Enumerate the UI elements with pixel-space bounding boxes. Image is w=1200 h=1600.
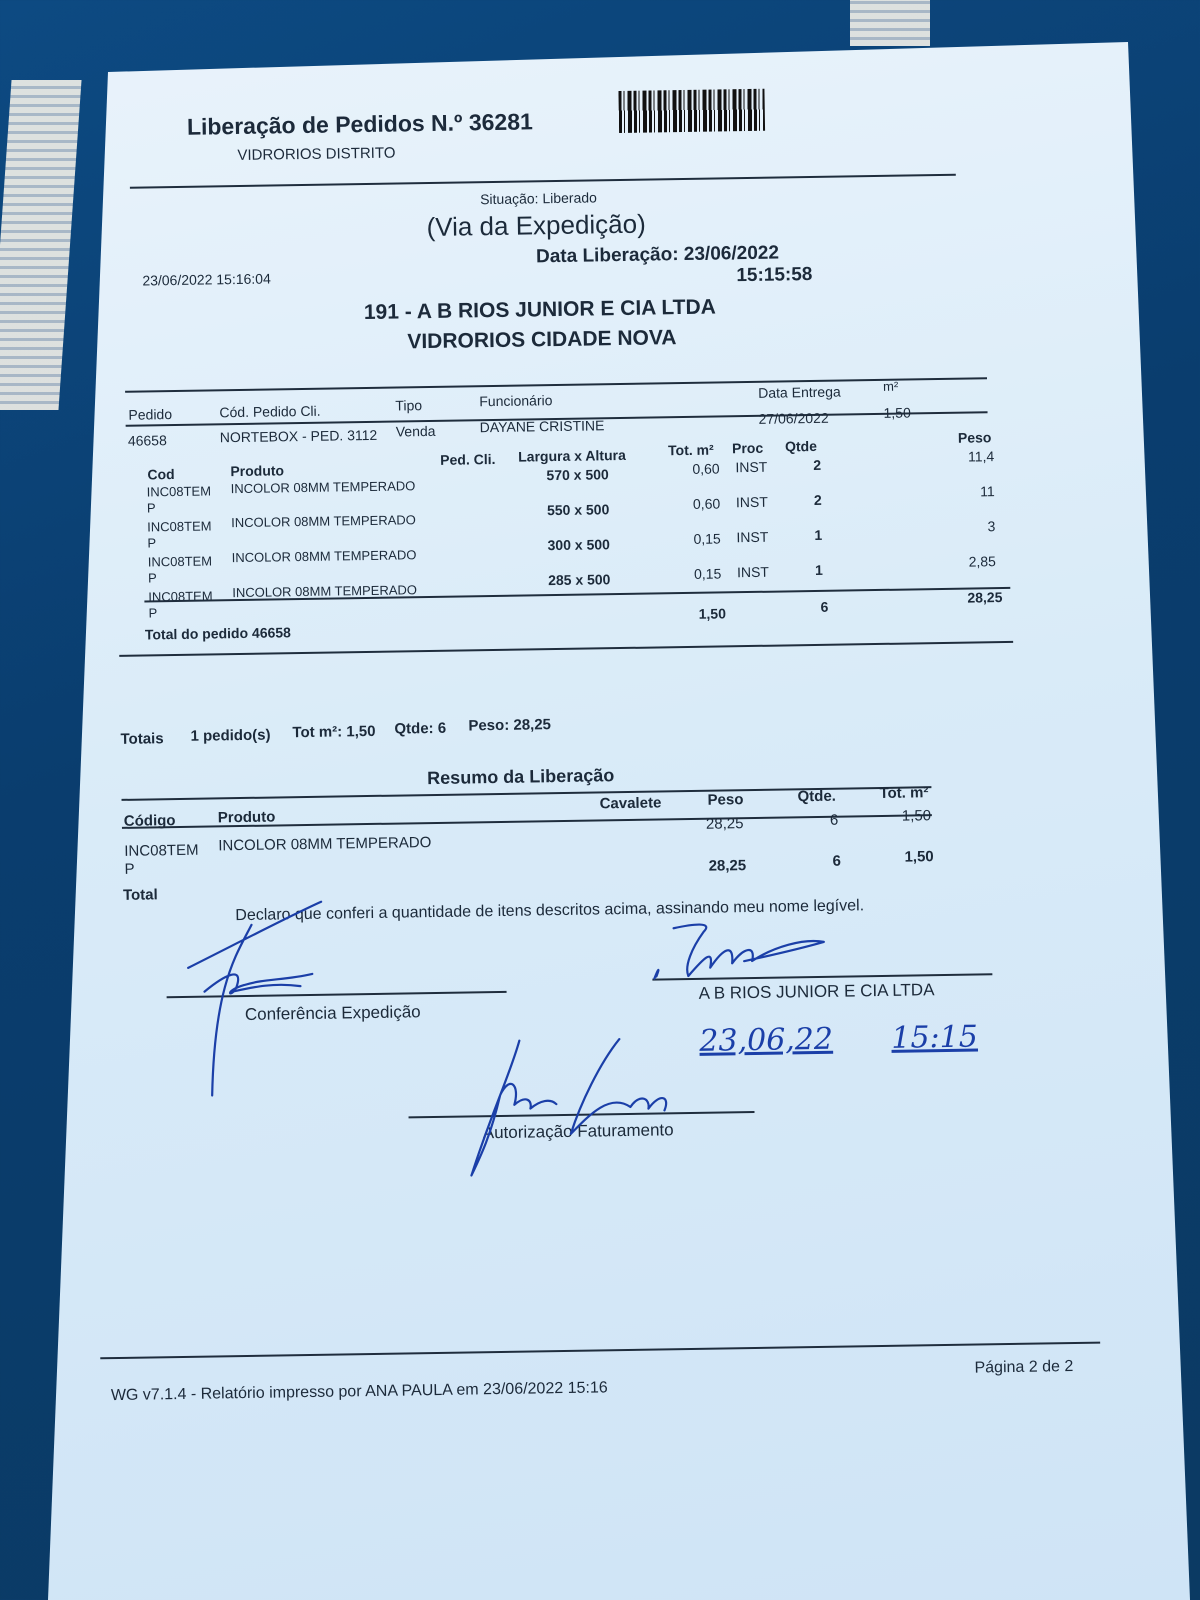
- signature-conferencia: [173, 893, 346, 1116]
- header-m2: m²: [882, 378, 899, 394]
- order-total-qtde: 6: [820, 598, 829, 615]
- items-header-tot-m2: Tot. m²: [667, 441, 714, 459]
- barcode: [618, 89, 765, 133]
- item-produto: INCOLOR 08MM TEMPERADO: [232, 582, 418, 601]
- resumo-total-peso: 28,25: [708, 857, 747, 875]
- resumo-peso: 28,25: [705, 815, 744, 833]
- conferencia-label: Conferência Expedição: [244, 1002, 421, 1024]
- resumo-header-tot-m2: Tot. m²: [879, 784, 929, 802]
- items-header-proc: Proc: [731, 439, 764, 457]
- item-proc: INST: [736, 528, 769, 546]
- tipo: Venda: [395, 422, 436, 440]
- item-peso: 3: [987, 518, 996, 535]
- declaration-text: Declaro que conferi a quantidade de itens descritos acima, assinando meu nome legível.: [235, 897, 865, 925]
- autorizacao-label: Autorização Faturamento: [482, 1120, 674, 1143]
- item-peso: 11: [980, 483, 995, 500]
- issuer-company: VIDRORIOS DISTRITO: [237, 144, 396, 164]
- item-peso: 11,4: [967, 448, 995, 465]
- order-m2: 1,50: [883, 404, 911, 421]
- via-label: (Via da Expedição): [426, 208, 646, 243]
- item-cod-suffix: P: [147, 535, 157, 551]
- totais-peso: Peso: 28,25: [468, 716, 552, 735]
- footer-divider: [100, 1342, 1100, 1360]
- header-tipo: Tipo: [395, 397, 423, 414]
- resumo-tot-m2: 1,50: [901, 807, 932, 825]
- resumo-title: Resumo da Liberação: [427, 765, 615, 789]
- client-store: VIDRORIOS CIDADE NOVA: [407, 326, 677, 354]
- totais-pedidos: 1 pedido(s): [190, 726, 271, 745]
- divider: [125, 377, 987, 393]
- resumo-total-qtde: 6: [832, 852, 842, 870]
- page-number: Página 2 de 2: [974, 1358, 1074, 1377]
- item-proc: INST: [735, 493, 768, 511]
- item-tot-m2: 0,15: [693, 530, 721, 547]
- order-total-label: Total do pedido 46658: [144, 624, 292, 643]
- item-peso: 2,85: [968, 553, 996, 570]
- item-dimensions: 300 x 500: [547, 536, 610, 554]
- handwritten-date: 23,06,22: [699, 1021, 834, 1059]
- items-header-produto: Produto: [230, 462, 285, 480]
- item-tot-m2: 0,60: [692, 495, 721, 512]
- item-cod: INC08TEM: [147, 518, 212, 535]
- data-liberacao-time: 15:15:58: [736, 263, 813, 287]
- item-produto: INCOLOR 08MM TEMPERADO: [231, 512, 416, 531]
- divider: [119, 641, 1013, 657]
- signature-client: [643, 916, 844, 989]
- item-qtde: 2: [813, 491, 822, 508]
- footer-printed-by: WG v7.1.4 - Relatório impresso por ANA PAULA em 23/06/2022 15:16: [110, 1379, 608, 1405]
- item-dimensions: 570 x 500: [546, 466, 609, 484]
- cod-pedido-cli: NORTEBOX - PED. 3112: [219, 426, 378, 446]
- item-cod-suffix: P: [146, 500, 156, 516]
- items-header-largura-altura: Largura x Altura: [518, 446, 626, 465]
- resumo-produto: INCOLOR 08MM TEMPERADO: [218, 834, 432, 855]
- item-cod: INC08TEM: [146, 483, 212, 500]
- item-dimensions: 285 x 500: [547, 571, 611, 589]
- data-entrega: 27/06/2022: [758, 409, 829, 427]
- document-title: Liberação de Pedidos N.º 36281: [186, 108, 534, 140]
- resumo-codigo-suffix: P: [124, 860, 135, 878]
- client-signature-label: A B RIOS JUNIOR E CIA LTDA: [698, 980, 935, 1003]
- resumo-total-m2: 1,50: [904, 848, 934, 866]
- items-header-qtde: Qtde: [784, 437, 818, 455]
- items-header-peso: Peso: [957, 429, 992, 446]
- funcionario: DAYANE CRISTINE: [479, 417, 605, 436]
- resumo-total-label: Total: [122, 886, 158, 904]
- resumo-qtde: 6: [829, 811, 839, 829]
- totais-m2: Tot m²: 1,50: [292, 722, 376, 742]
- totais-label: Totais: [120, 730, 164, 748]
- client-name: 191 - A B RIOS JUNIOR E CIA LTDA: [363, 295, 717, 325]
- resumo-header-produto: Produto: [217, 808, 276, 827]
- resumo-codigo: INC08TEM: [124, 841, 199, 860]
- pedido-number: 46658: [127, 432, 167, 449]
- order-total-peso: 28,25: [967, 589, 1003, 606]
- resumo-header-cavalete: Cavalete: [599, 794, 662, 813]
- data-liberacao: Data Liberação: 23/06/2022: [535, 242, 780, 268]
- items-header-ped-cli: Ped. Cli.: [440, 450, 496, 468]
- items-header-cod: Cod: [147, 466, 175, 483]
- item-cod: INC08TEM: [148, 588, 213, 605]
- printed-at: 23/06/2022 15:16:04: [142, 270, 271, 289]
- order-total-m2: 1,50: [698, 605, 727, 622]
- item-cod-suffix: P: [148, 605, 158, 621]
- item-proc: INST: [736, 563, 770, 581]
- header-cod-pedido-cli: Cód. Pedido Cli.: [219, 402, 321, 421]
- resumo-header-peso: Peso: [707, 791, 744, 809]
- item-tot-m2: 0,60: [692, 460, 720, 477]
- item-cod: INC08TEM: [147, 553, 213, 570]
- divider: [130, 174, 956, 189]
- item-produto: INCOLOR 08MM TEMPERADO: [230, 478, 416, 497]
- situacao: Situação: Liberado: [479, 189, 598, 208]
- item-dimensions: 550 x 500: [546, 501, 610, 519]
- totais-qtde: Qtde: 6: [394, 719, 447, 738]
- header-funcionario: Funcionário: [479, 392, 553, 410]
- resumo-header-codigo: Código: [123, 812, 176, 830]
- header-pedido: Pedido: [128, 406, 173, 423]
- item-qtde: 1: [814, 526, 823, 543]
- item-qtde: 2: [813, 456, 822, 473]
- signature-autorizacao: [459, 1032, 691, 1186]
- item-qtde: 1: [814, 561, 823, 578]
- resumo-header-qtde: Qtde.: [797, 787, 837, 806]
- item-proc: INST: [735, 458, 768, 476]
- handwritten-time: 15:15: [891, 1019, 979, 1056]
- item-cod-suffix: P: [147, 570, 157, 586]
- header-data-entrega: Data Entrega: [758, 383, 841, 401]
- item-tot-m2: 0,15: [693, 565, 722, 582]
- item-produto: INCOLOR 08MM TEMPERADO: [231, 547, 417, 566]
